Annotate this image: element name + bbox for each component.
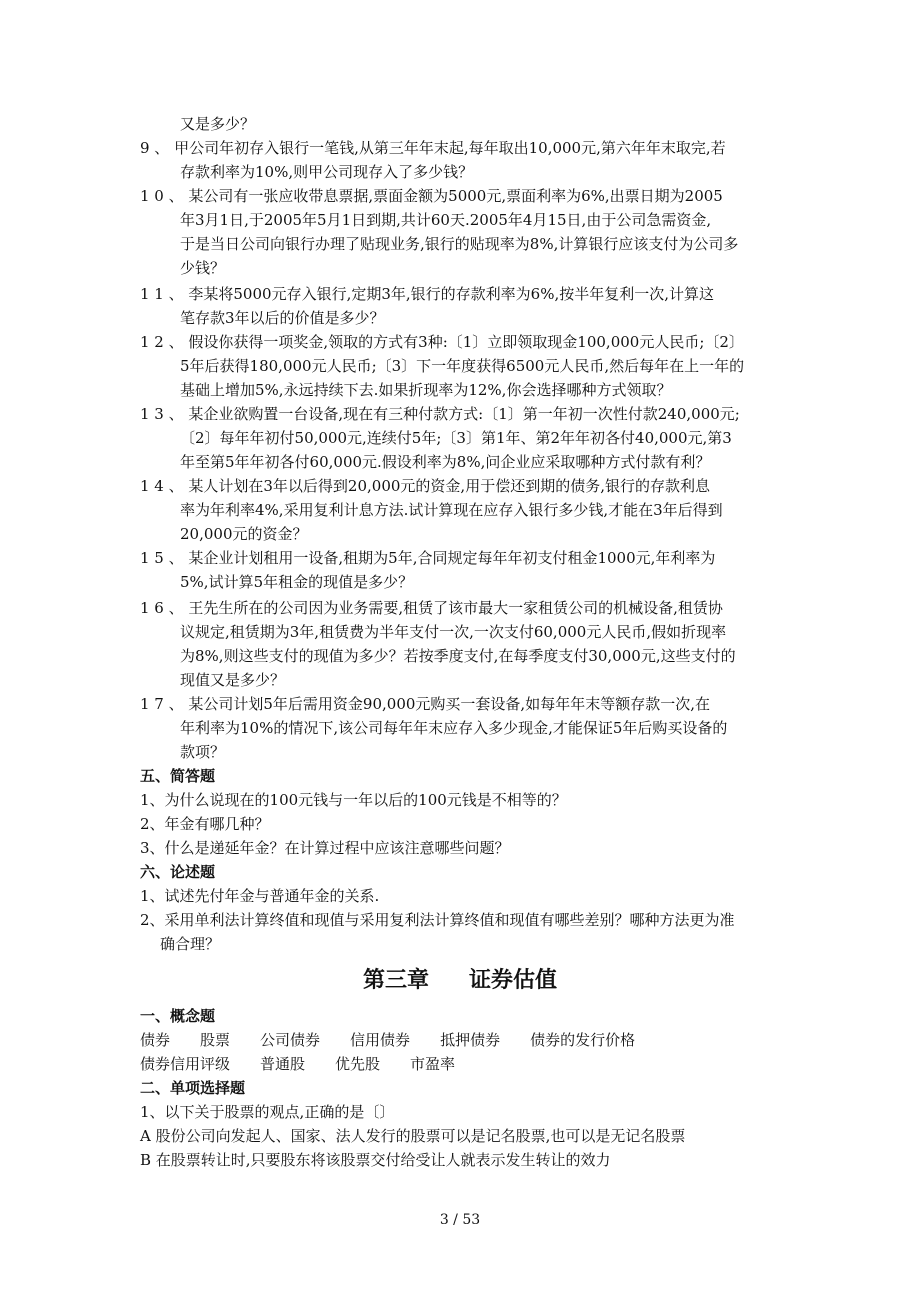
page-number: 3 / 53 (439, 1212, 481, 1228)
text-line: 年至第5年年初各付60,000元.假设利率为8%,问企业应采取哪种方式付款有利？ (180, 453, 711, 471)
question-text: 1、以下关于股票的观点,正确的是〔〕 (140, 1103, 395, 1121)
term: 债券 (140, 1031, 171, 1049)
text-line: 2、年金有哪几种？ (140, 815, 270, 833)
text-line: 基础上增加5%,永远持续下去.如果折现率为12%,你会选择哪种方式领取？ (180, 381, 672, 399)
term: 债券信用评级 (140, 1055, 231, 1073)
chapter-title (0, 966, 920, 996)
text-line: 3、什么是递延年金？在计算过程中应该注意哪些问题？ (140, 839, 510, 857)
terms-row (140, 1030, 665, 1050)
text-line: 1、为什么说现在的100元钱与一年以后的100元钱是不相等的？ (140, 791, 567, 809)
text-line: 9 、 甲公司年初存入银行一笔钱,从第三年年末起,每年取出10,000元,第六年年末取完,若 (140, 139, 726, 157)
option-b: B 在股票转让时,只要股东将该股票交付给受让人就表示发生转让的效力 (140, 1151, 611, 1169)
text-line: 1、试述先付年金与普通年金的关系. (140, 887, 380, 905)
text-line: 存款利率为10%,则甲公司现存入了多少钱？ (180, 163, 474, 181)
text-line: 1 3 、 某企业欲购置一台设备,现在有三种付款方式:〔1〕第一年初一次性付款240,000元; (140, 405, 740, 423)
term: 公司债券 (260, 1031, 321, 1049)
text-line: 5年后获得180,000元人民币;〔3〕下一年度获得6500元人民币,然后每年在上一年的 (180, 357, 745, 375)
text-line: 1 1 、 李某将5000元存入银行,定期3年,银行的存款利率为6%,按半年复利一次,计算这 (140, 285, 714, 303)
terms-row (140, 1054, 485, 1074)
text-line: 年3月1日,于2005年5月1日到期,共计60天.2005年4月15日,由于公司急需资金, (180, 211, 712, 229)
term: 债券的发行价格 (530, 1031, 636, 1049)
text-line: 1 5 、 某企业计划租用一设备,租期为5年,合同规定每年年初支付租金1000元,年利率为 (140, 549, 716, 567)
text-line: 为8%,则这些支付的现值为多少？若按季度支付,在每季度支付30,000元,这些支付的 (180, 647, 736, 665)
text-line: 1 6 、 王先生所在的公司因为业务需要,租赁了该市最大一家租赁公司的机械设备,租赁协 (140, 599, 723, 617)
section-heading: 六、论述题 (140, 863, 216, 881)
section-heading: 二、单项选择题 (140, 1079, 246, 1097)
chapter-name: 证券估值 (469, 968, 558, 993)
text-line: 1 0 、 某公司有一张应收带息票据,票面金额为5000元,票面利率为6%,出票日期为2005 (140, 187, 723, 205)
term: 抵押债券 (440, 1031, 501, 1049)
text-line: 年利率为10%的情况下,该公司每年年末应存入多少现金,才能保证5年后购买设备的 (180, 719, 728, 737)
text-line: 又是多少？ (180, 115, 256, 133)
term: 信用债券 (350, 1031, 411, 1049)
term: 股票 (200, 1031, 231, 1049)
text-line: 议规定,租赁期为3年,租赁费为半年支付一次,一次支付60,000元人民币,假如折现率 (180, 623, 727, 641)
text-line: 于是当日公司向银行办理了贴现业务,银行的贴现率为8%,计算银行应该支付为公司多 (180, 235, 739, 253)
term: 普通股 (260, 1055, 306, 1073)
text-line: 笔存款3年以后的价值是多少？ (180, 309, 385, 327)
chapter-number: 第三章 (362, 968, 429, 993)
text-line: 确合理？ (160, 935, 221, 953)
text-line: 款项？ (180, 743, 226, 761)
text-line: 5%,试计算5年租金的现值是多少？ (180, 573, 414, 591)
text-line: 现值又是多少？ (180, 671, 286, 689)
text-line: 〔2〕每年年初付50,000元,连续付5年;〔3〕第1年、第2年年初各付40,000元,第3 (180, 429, 732, 447)
term: 优先股 (335, 1055, 381, 1073)
section-heading: 五、简答题 (140, 767, 216, 785)
text-line: 1 7 、 某公司计划5年后需用资金90,000元购买一套设备,如每年年末等额存款一次,在 (140, 695, 710, 713)
term: 市盈率 (410, 1055, 456, 1073)
text-line: 率为年利率4%,采用复利计息方法.试计算现在应存入银行多少钱,才能在3年后得到 (180, 501, 723, 519)
text-line: 2、采用单利法计算终值和现值与采用复利法计算终值和现值有哪些差别？哪种方法更为准 (140, 911, 735, 929)
option-a: A 股份公司向发起人、国家、法人发行的股票可以是记名股票,也可以是无记名股票 (140, 1127, 686, 1145)
text-line: 1 2 、 假设你获得一项奖金,领取的方式有3种:〔1〕立即领取现金100,000元人民币;〔2〕 (140, 333, 744, 351)
text-line: 20,000元的资金？ (180, 525, 308, 543)
section-heading: 一、概念题 (140, 1007, 216, 1025)
text-line: 1 4 、 某人计划在3年以后得到20,000元的资金,用于偿还到期的债务,银行的存款利息 (140, 477, 710, 495)
text-line: 少钱？ (180, 259, 226, 277)
